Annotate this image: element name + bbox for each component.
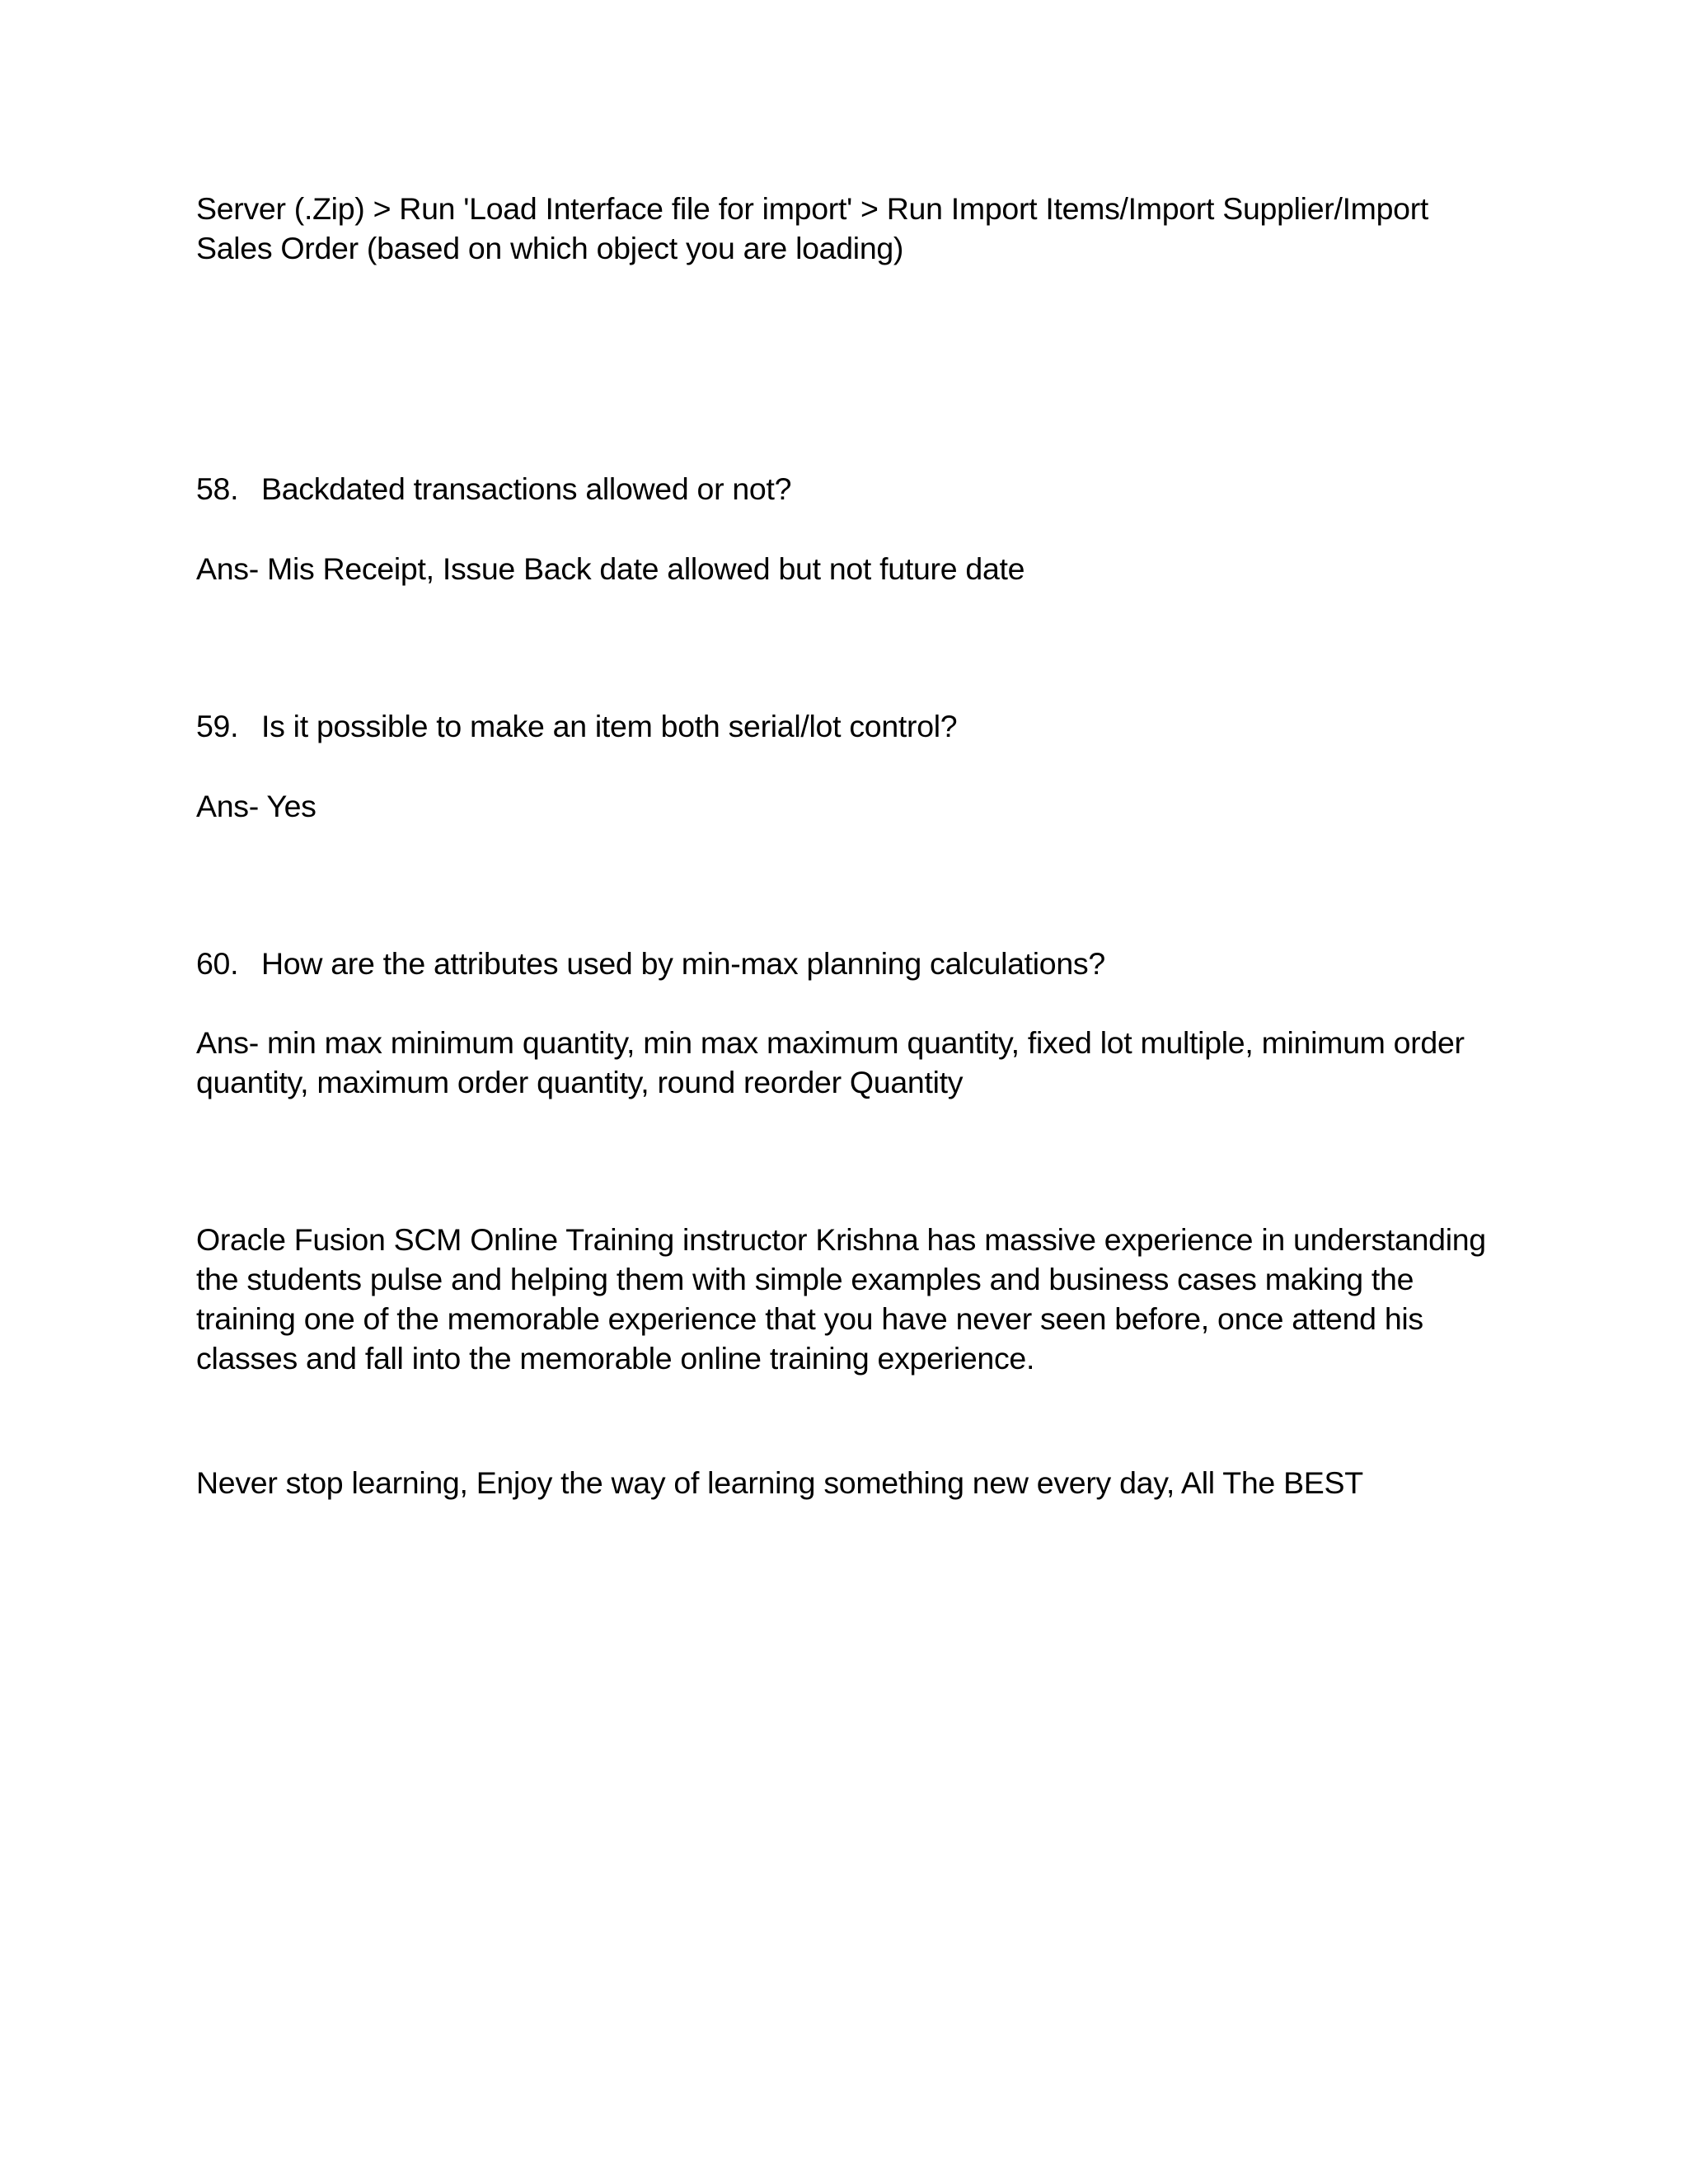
question-60	[196, 944, 1498, 983]
question-text: How are the attributes used by min-max planning calculations?	[261, 946, 1105, 981]
promo-paragraph: Oracle Fusion SCM Online Training instructor Krishna has massive experience in understanding the students pulse and helping them with simple examples and business cases making the training one of the memorable experience that you have never seen before, once attend his classes and fall into the memorable online training experience.	[196, 1222, 1486, 1376]
closing-line: Never stop learning, Enjoy the way of learning something new every day, All The BEST	[196, 1465, 1363, 1500]
answer-58: Ans- Mis Receipt, Issue Back date allowed but not future date	[196, 551, 1025, 586]
question-text: Backdated transactions allowed or not?	[261, 471, 792, 506]
question-number: 58.	[196, 471, 239, 506]
question-59	[196, 706, 1498, 746]
question-text: Is it possible to make an item both serial/lot control?	[261, 709, 958, 743]
question-58	[196, 469, 1498, 509]
answer-60: Ans- min max minimum quantity, min max maximum quantity, fixed lot multiple, minimum order quantity, maximum order quantity, round reorder Quantity	[196, 1025, 1465, 1099]
question-number: 60.	[196, 946, 239, 981]
question-number: 59.	[196, 709, 239, 743]
answer-59: Ans- Yes	[196, 789, 316, 823]
intro-paragraph: Server (.Zip) > Run 'Load Interface file for import' > Run Import Items/Import Supplier/Import Sales Order (based on which object you are loading)	[196, 191, 1429, 265]
